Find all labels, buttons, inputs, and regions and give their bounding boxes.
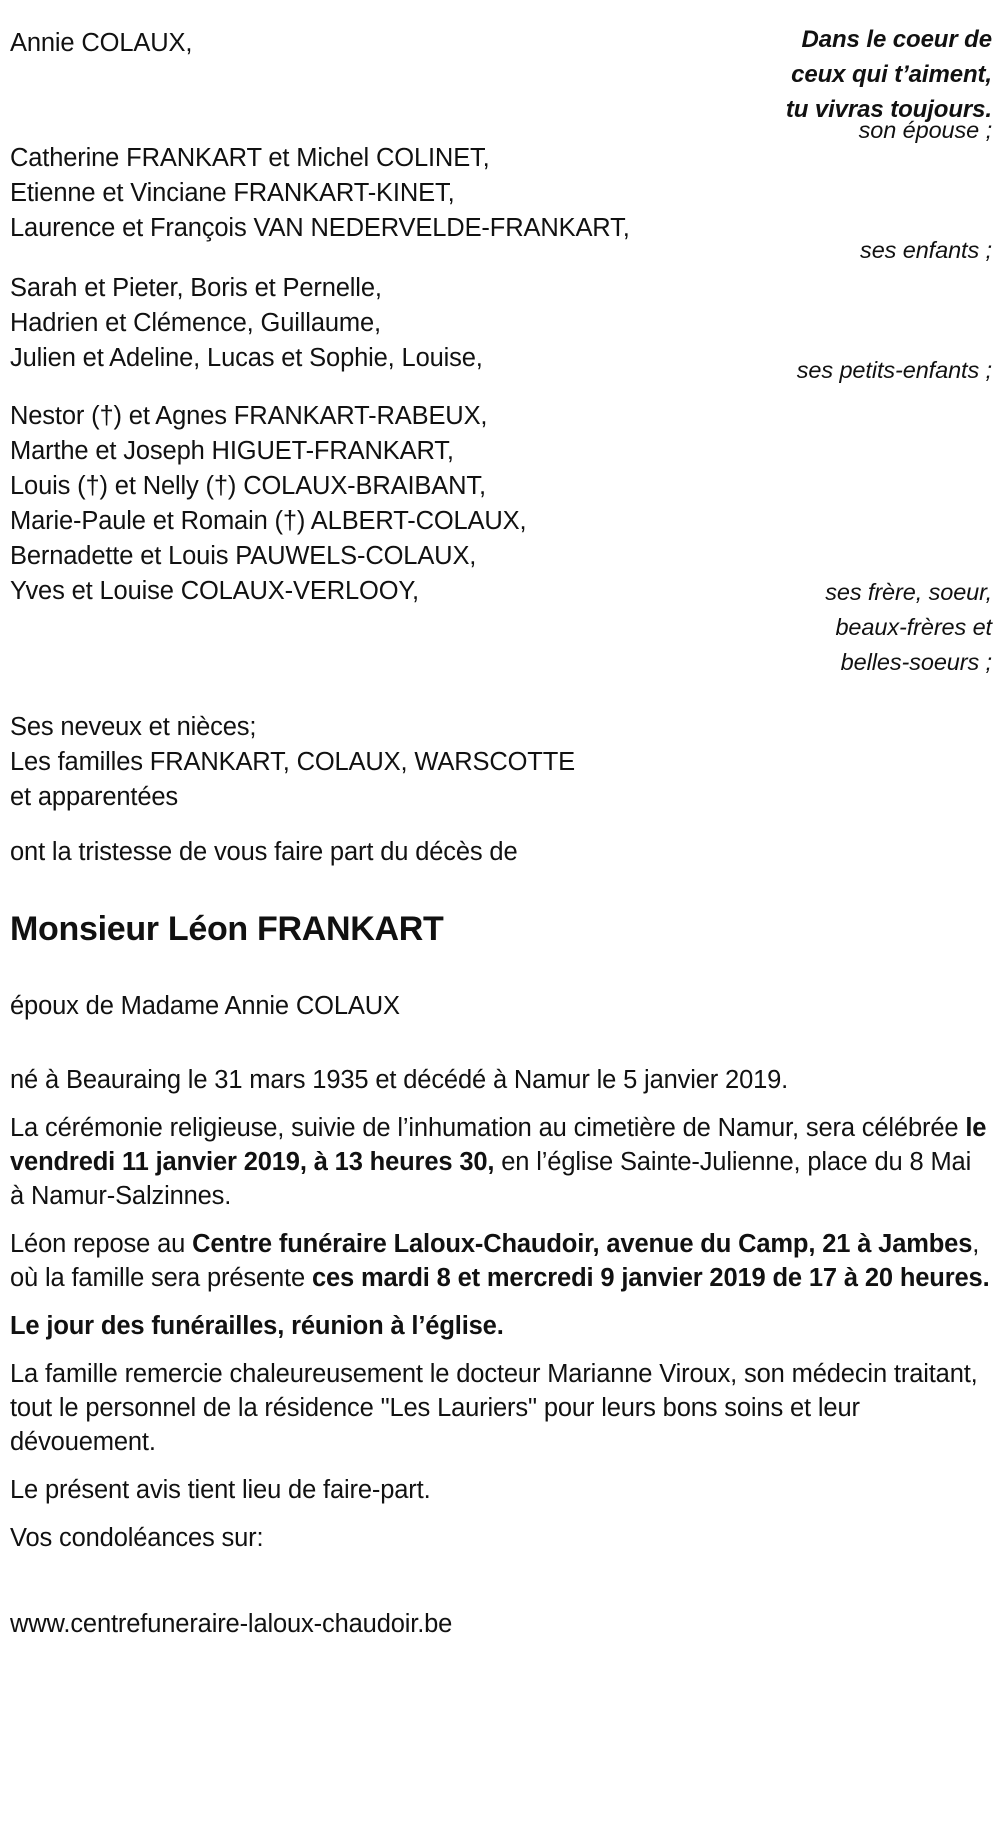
visitation-text-2: , où la famille sera présente [10,1230,980,1292]
funeral-home-address: Centre funéraire Laloux-Chaudoir, avenue du Camp, 21 à Jambes [192,1230,973,1258]
church-meeting-note [10,1309,992,1343]
visitation-paragraph [10,1227,992,1295]
list-item: Les familles FRANKART, COLAUX, WARSCOTTE [10,748,576,776]
ceremony-text-2: en l’église Sainte-Julienne, place du 8 Mai à Namur-Salzinnes. [10,1148,972,1210]
spacer [10,869,992,909]
group-children [10,141,650,246]
list-item: Laurence et François VAN NEDERVELDE-FRANKART, [10,214,630,242]
list-item: Sarah et Pieter, Boris et Pernelle, [10,274,382,302]
ceremony-paragraph [10,1111,992,1213]
spacer [10,1023,992,1063]
announcement-intro: ont la tristesse de vous faire part du décès de [10,838,518,866]
birth-death-line: né à Beauraing le 31 mars 1935 et décédé à Namur le 5 janvier 2019. [10,1066,789,1094]
group-spouse [10,0,650,61]
list-item: Yves et Louise COLAUX-VERLOOY, [10,577,419,605]
list-item: Marie-Paule et Romain (†) ALBERT-COLAUX, [10,507,527,535]
relation-label-siblings-line-1: ses frère, soeur, [825,579,992,605]
church-meeting-note-text: Le jour des funérailles, réunion à l’église. [10,1312,504,1340]
spacer [10,949,992,989]
list-item: Hadrien et Clémence, Guillaume, [10,309,381,337]
relation-label-children: ses enfants ; [860,237,992,263]
ceremony-datetime: le vendredi 11 janvier 2019, à 13 heures 30, [10,1114,987,1176]
list-item: Catherine FRANKART et Michel COLINET, [10,144,490,172]
relation-label-spouse: son épouse ; [858,117,992,143]
relation-label-siblings-line-3: belles-soeurs ; [840,649,992,675]
group-extended-family [10,710,650,815]
list-item: Marthe et Joseph HIGUET-FRANKART, [10,437,454,465]
epigraph-line-2: ceux qui t’aiment, [791,61,992,88]
deceased-name: Monsieur Léon FRANKART [10,910,444,948]
spacer [10,1555,992,1581]
spouse-of-line: époux de Madame Annie COLAUX [10,992,400,1020]
visitation-hours: ces mardi 8 et mercredi 9 janvier 2019 de 17 à 20 heures. [311,1264,990,1292]
ceremony-text-1: La cérémonie religieuse, suivie de l’inhumation au cimetière de Namur, sera célébrée [10,1114,966,1142]
list-item: Annie COLAUX, [10,29,193,57]
epigraph-quote [572,22,992,127]
condolences-label: Vos condoléances sur: [10,1524,264,1552]
list-item: Julien et Adeline, Lucas et Sophie, Louise, [10,344,483,372]
notice-note: Le présent avis tient lieu de faire-part. [10,1476,431,1504]
visitation-text-1: Léon repose au [10,1230,193,1258]
list-item: Louis (†) et Nelly (†) COLAUX-BRAIBANT, [10,472,486,500]
family-listing-section [10,0,992,811]
relation-label-siblings [552,575,992,680]
list-item: Nestor (†) et Agnes FRANKART-RABEUX, [10,402,488,430]
list-item: Etienne et Vinciane FRANKART-KINET, [10,179,455,207]
epigraph-line-1: Dans le coeur de [801,26,992,53]
condolences-website-link[interactable]: www.centrefuneraire-laloux-chaudoir.be [10,1609,453,1638]
epigraph-line-3: tu vivras toujours. [785,96,992,123]
thanks-paragraph: La famille remercie chaleureusement le docteur Marianne Viroux, son médecin traitant, tout le personnel de la résidence "Les Lauriers" pour leurs bons soins et leur dévouement. [10,1360,978,1456]
list-item: Bernadette et Louis PAUWELS-COLAUX, [10,542,477,570]
list-item: Ses neveux et nièces; [10,713,257,741]
list-item: et apparentées [10,783,179,811]
relation-label-siblings-line-2: beaux-frères et [835,614,992,640]
announcement-section [10,795,992,1641]
relation-label-grandchildren: ses petits-enfants ; [796,357,992,383]
